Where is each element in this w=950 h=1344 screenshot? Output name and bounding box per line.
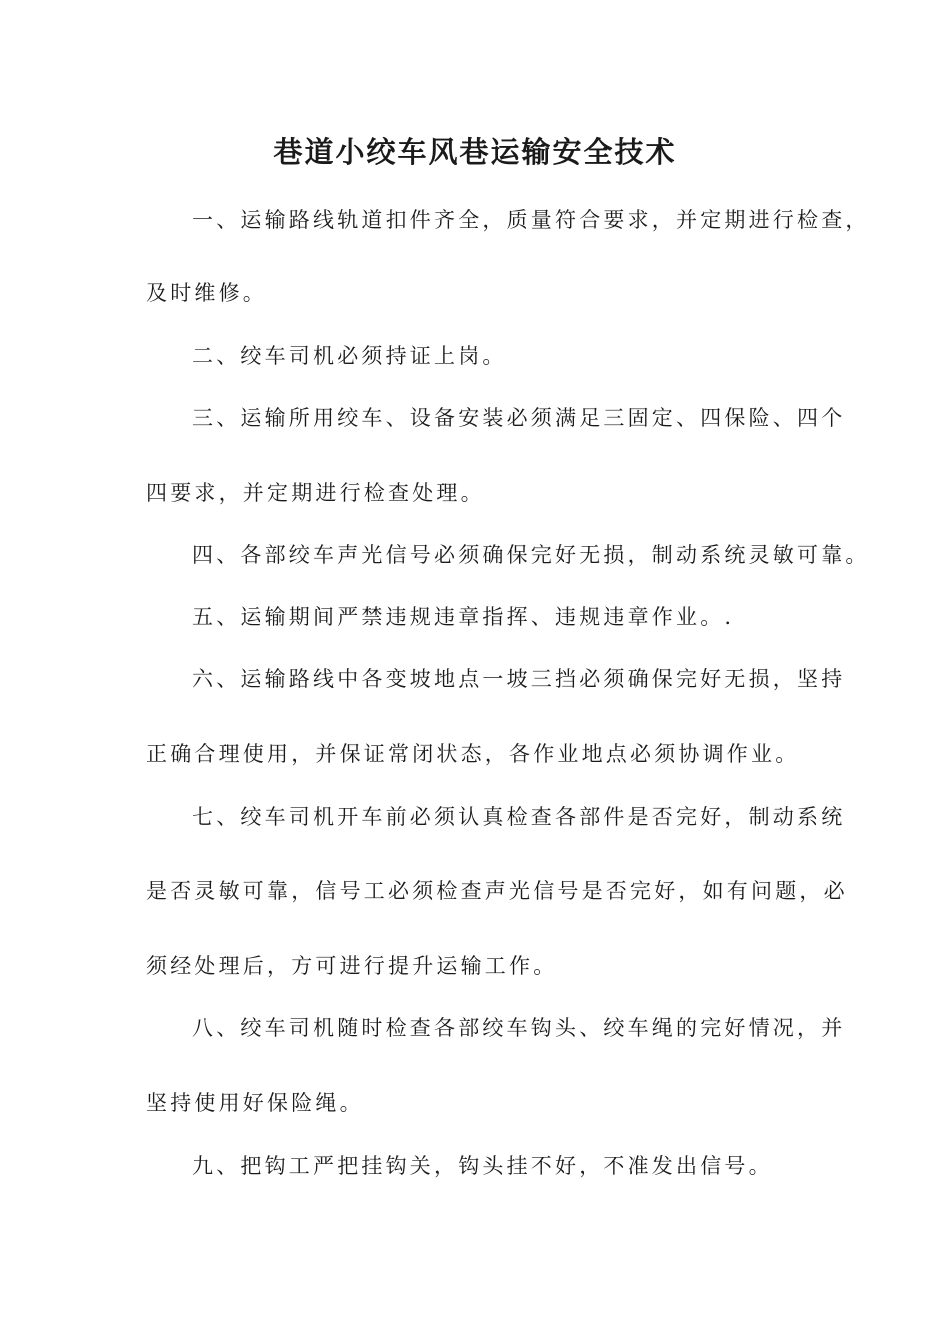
item-7-line-1: 七、绞车司机开车前必须认真检查各部件是否完好，制动系统 bbox=[192, 805, 846, 829]
item-3-line-1: 三、运输所用绞车、设备安装必须满足三固定、四保险、四个 bbox=[192, 406, 846, 430]
item-1-line-2: 及时维修。 bbox=[146, 281, 267, 305]
item-6-line-2: 正确合理使用，并保证常闭状态，各作业地点必须协调作业。 bbox=[146, 742, 800, 766]
document-title: 巷道小绞车风巷运输安全技术 bbox=[273, 135, 677, 169]
item-2-line-1: 二、绞车司机必须持证上岗。 bbox=[192, 344, 507, 368]
item-4-line-1: 四、各部绞车声光信号必须确保完好无损，制动系统灵敏可靠。 bbox=[192, 543, 870, 567]
item-5-line-1: 五、运输期间严禁违规违章指挥、违规违章作业。. bbox=[192, 605, 735, 629]
item-7-line-3: 须经处理后，方可进行提升运输工作。 bbox=[146, 954, 558, 978]
item-1-line-1: 一、运输路线轨道扣件齐全，质量符合要求，并定期进行检查， bbox=[192, 208, 870, 232]
item-3-line-2: 四要求，并定期进行检查处理。 bbox=[146, 481, 485, 505]
item-7-line-2: 是否灵敏可靠，信号工必须检查声光信号是否完好，如有问题，必 bbox=[146, 879, 848, 903]
item-8-line-2: 坚持使用好保险绳。 bbox=[146, 1091, 364, 1115]
item-9-line-1: 九、把钩工严把挂钩关，钩头挂不好，不准发出信号。 bbox=[192, 1154, 773, 1178]
item-8-line-1: 八、绞车司机随时检查各部绞车钩头、绞车绳的完好情况，并 bbox=[192, 1016, 846, 1040]
item-6-line-1: 六、运输路线中各变坡地点一坡三挡必须确保完好无损，坚持 bbox=[192, 667, 846, 691]
